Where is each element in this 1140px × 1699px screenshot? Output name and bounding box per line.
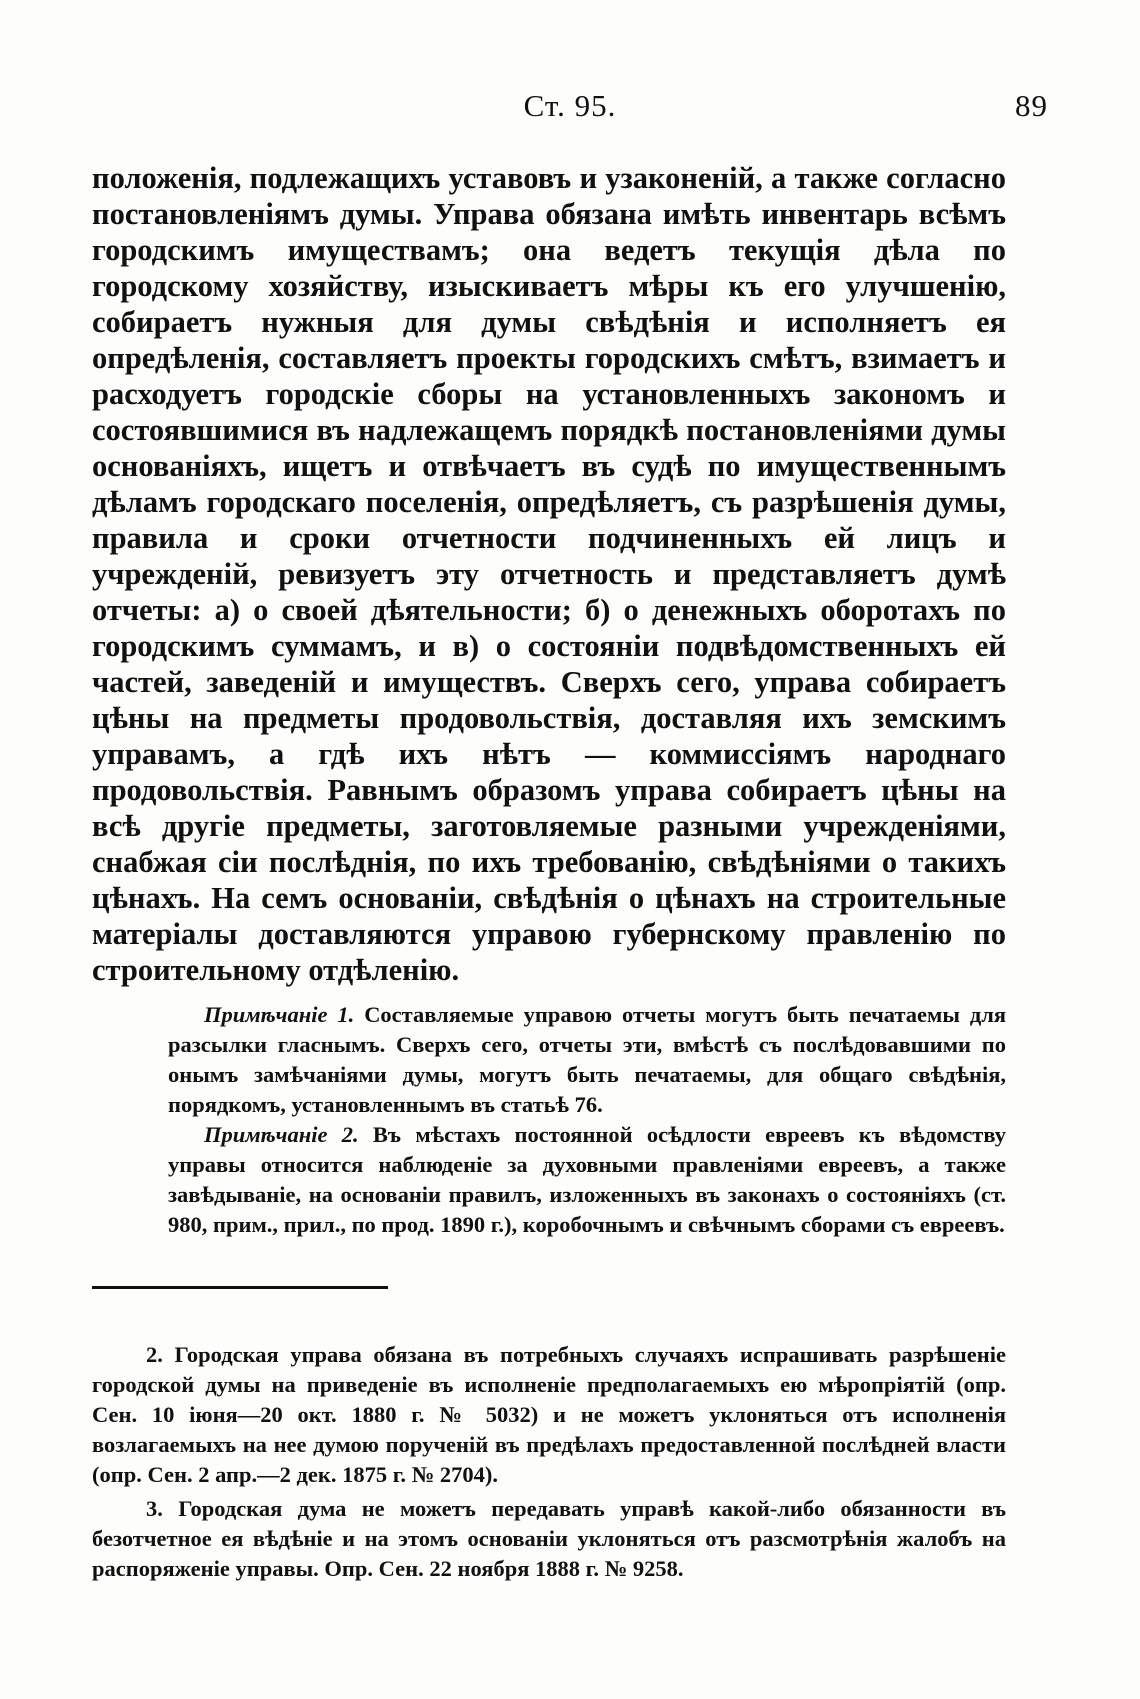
page-header: [92, 88, 1048, 128]
note-2-text: Въ мѣстахъ постоянной осѣдлости евреевъ къ вѣдомству управы относится наблюденіе за духовными правленіями евреевъ, а также завѣдываніе, на основаніи правилъ, изложенныхъ въ законахъ о состояніяхъ (ст. 980, прим., прил., по прод. 1890 г.), коробочнымъ и свѣчнымъ сборами съ евреевъ.: [168, 1122, 1006, 1237]
note-1-text: Составляемые управою отчеты могутъ быть печатаемы для разсылки гласнымъ. Сверхъ сего, отчеты эти, вмѣстѣ съ послѣдовавшими по онымъ замѣчаніями думы, могутъ быть печатаемы, для общаго свѣдѣнія, порядкомъ, установленнымъ въ статьѣ 76.: [168, 1002, 1006, 1117]
notes-section: [168, 1000, 1006, 1240]
page-number: 89: [1015, 88, 1048, 123]
article-heading: Ст. 95.: [523, 88, 617, 123]
footnote-3: 3. Городская дума не можетъ передавать управѣ какой-либо обязанности въ безотчетное ея вѣдѣніе и на этомъ основаніи уклоняться отъ разсмотрѣнія жалобъ на распоряженіе управы. Опр. Сен. 22 ноября 1888 г. № 9258.: [92, 1496, 1006, 1581]
footnote-2: 2. Городская управа обязана въ потребныхъ случаяхъ испрашивать разрѣшеніе городской думы на приведеніе въ исполненіе предполагаемыхъ ею мѣропріятій (опр. Сен. 10 іюня—20 окт. 1880 г. № 5032) и не можетъ уклоняться отъ исполненія возлагаемыхъ на нее думою порученій въ предѣлахъ предоставленной послѣдней власти (опр. Сен. 2 апр.—2 дек. 1875 г. № 2704).: [92, 1342, 1006, 1487]
main-body-text: [92, 160, 1006, 988]
note-1-label: Примѣчаніе 1.: [204, 1002, 355, 1027]
footnote-divider: [92, 1286, 388, 1289]
footnotes-section: [92, 1340, 1006, 1588]
note-2: [168, 1120, 1006, 1240]
note-2-label: Примѣчаніе 2.: [204, 1122, 359, 1147]
note-1: [168, 1000, 1006, 1120]
body-paragraph: положенія, подлежащихъ уставовъ и узаконеній, а также согласно постановленіямъ думы. Управа обязана имѣть инвентарь всѣмъ городскимъ имуществамъ; она ведетъ текущія дѣла по городскому хозяйству, изыскиваетъ мѣры къ его улучшенію, собираетъ нужныя для думы свѣдѣнія и исполняетъ ея опредѣленія, составляетъ проекты городскихъ смѣтъ, взимаетъ и расходуетъ городскіе сборы на установленныхъ закономъ и состоявшимися въ надлежащемъ порядкѣ постановленіями думы основаніяхъ, ищетъ и отвѣчаетъ въ судѣ по имущественнымъ дѣламъ городскаго поселенія, опредѣляетъ, съ разрѣшенія думы, правила и сроки отчетности подчиненныхъ ей лицъ и учрежденій, ревизуетъ эту отчетность и представляетъ думѣ отчеты: а) о своей дѣятельности; б) о денежныхъ оборотахъ по городскимъ суммамъ, и в) о состояніи подвѣдомственныхъ ей частей, заведеній и имуществъ. Сверхъ сего, управа собираетъ цѣны на предметы продовольствія, доставляя ихъ земскимъ управамъ, а гдѣ ихъ нѣтъ — коммиссіямъ народнаго продовольствія. Равнымъ образомъ управа собираетъ цѣны на всѣ другіе предметы, заготовляемые разными учрежденіями, снабжая сіи послѣднія, по ихъ требованію, свѣдѣніями о такихъ цѣнахъ. На семъ основаніи, свѣдѣнія о цѣнахъ на строительные матеріалы доставляются управою губернскому правленію по строительному отдѣленію.: [92, 161, 1006, 987]
